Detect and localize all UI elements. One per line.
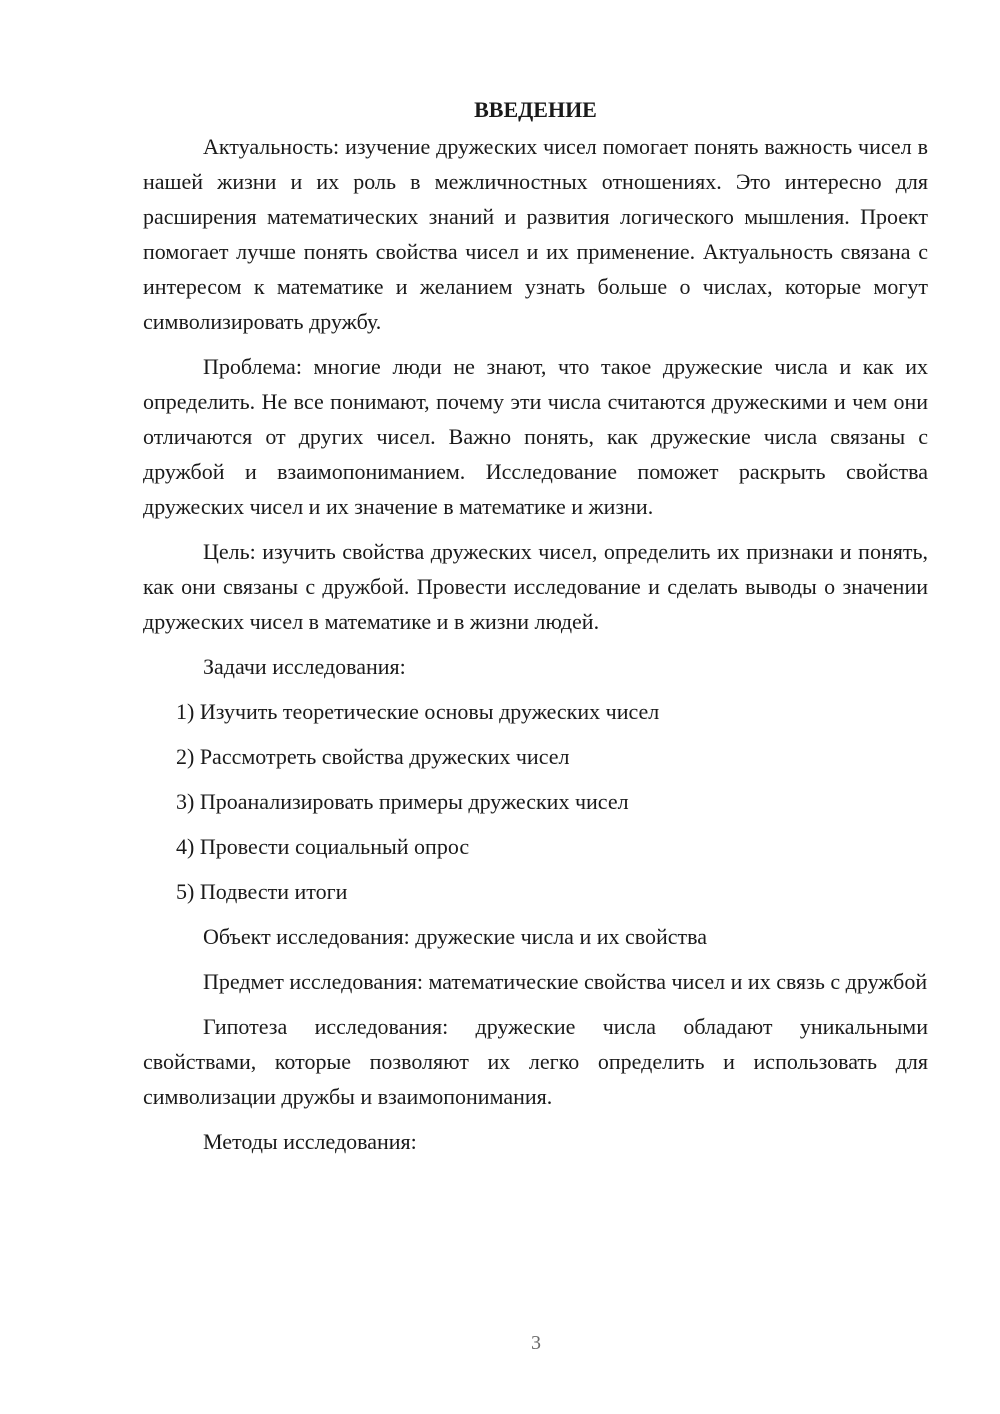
task-item: 2) Рассмотреть свойства дружеских чисел <box>176 744 570 769</box>
hypothesis-paragraph: Гипотеза исследования: дружеские числа обладают уникальными свойствами, которые позволяют их легко определить и использовать для символизации дружбы и взаимопонимания. <box>143 1014 928 1109</box>
task-item: 1) Изучить теоретические основы дружеских чисел <box>176 699 660 724</box>
relevance-paragraph: Актуальность: изучение дружеских чисел помогает понять важность чисел в нашей жизни и их роль в межличностных отношениях. Это интересно для расширения математических знаний и развития логического мышления. Проект помогает лучше понять свойства чисел и их применение. Актуальность связана с интересом к математике и желанием узнать больше о числах, которые могут символизировать дружбу. <box>143 134 928 334</box>
tasks-list <box>143 694 928 909</box>
task-item: 5) Подвести итоги <box>176 879 348 904</box>
section-title: ВВЕДЕНИЕ <box>474 97 597 122</box>
problem-paragraph: Проблема: многие люди не знают, что такое дружеские числа и как их определить. Не все понимают, почему эти числа считаются дружескими и чем они отличаются от других чисел. Важно понять, как дружеские числа связаны с дружбой и взаимопониманием. Исследование поможет раскрыть свойства дружеских чисел и их значение в математике и жизни. <box>143 354 928 519</box>
page-number: 3 <box>531 1332 541 1354</box>
goal-paragraph: Цель: изучить свойства дружеских чисел, определить их признаки и понять, как они связаны с дружбой. Провести исследование и сделать выводы о значении дружеских чисел в математике и в жизни людей. <box>143 539 928 634</box>
subject-paragraph: Предмет исследования: математические свойства чисел и их связь с дружбой <box>203 969 928 994</box>
task-item: 4) Провести социальный опрос <box>176 834 470 859</box>
task-item: 3) Проанализировать примеры дружеских чисел <box>176 789 629 814</box>
tasks-heading: Задачи исследования: <box>203 654 406 679</box>
document-page <box>143 92 928 1169</box>
object-paragraph: Объект исследования: дружеские числа и их свойства <box>203 924 708 949</box>
methods-heading: Методы исследования: <box>203 1129 417 1154</box>
